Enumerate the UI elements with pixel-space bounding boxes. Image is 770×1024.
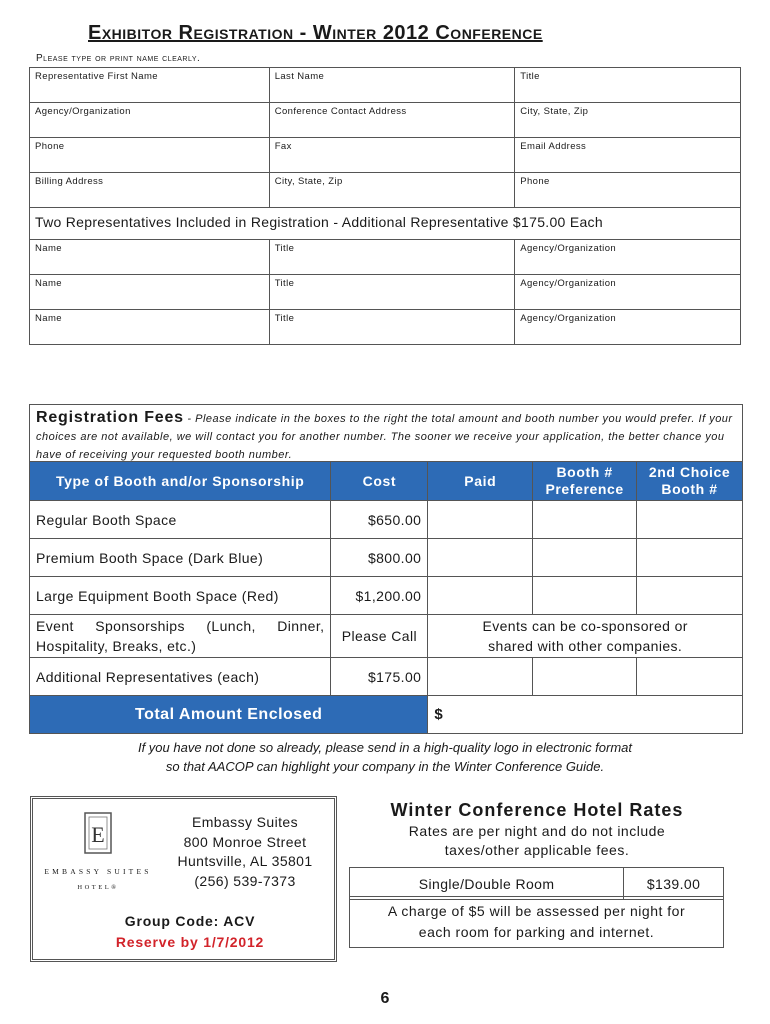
table-row: [30, 577, 743, 615]
rep-title-field[interactable]: Title: [269, 275, 515, 310]
logo-note-line: so that AACOP can highlight your company in the Winter Conference Guide.: [165, 759, 605, 774]
embassy-suites-logo: [38, 812, 158, 891]
paid-field[interactable]: [428, 577, 533, 615]
billing-phone-field[interactable]: Phone: [515, 173, 741, 208]
group-code-block: [60, 911, 320, 953]
city-state-zip-field[interactable]: City, State, Zip: [515, 103, 741, 138]
registration-fees-header: [29, 404, 743, 461]
table-row: [30, 208, 741, 240]
hotel-rates-title: Winter Conference Hotel Rates: [390, 800, 684, 820]
booth-preference-field[interactable]: [533, 577, 637, 615]
booth-type: Additional Representatives (each): [30, 658, 331, 696]
logo-note: [0, 738, 770, 776]
table-row: [30, 138, 741, 173]
email-field[interactable]: Email Address: [515, 138, 741, 173]
parking-note: [349, 896, 724, 948]
first-name-field[interactable]: Representative First Name: [30, 68, 270, 103]
group-code: Group Code: ACV: [124, 913, 256, 929]
hotel-address: [160, 813, 330, 891]
table-row: [30, 173, 741, 208]
reserve-by-date: Reserve by 1/7/2012: [115, 934, 265, 950]
room-type: Single/Double Room: [350, 868, 624, 900]
table-row: [30, 275, 741, 310]
total-row: [30, 696, 743, 734]
booth-type: Large Equipment Booth Space (Red): [30, 577, 331, 615]
table-row: [30, 240, 741, 275]
column-header: Paid: [428, 462, 533, 501]
table-row: [350, 868, 724, 900]
hotel-street: 800 Monroe Street: [183, 833, 307, 850]
room-rate: $139.00: [624, 868, 724, 900]
phone-field[interactable]: Phone: [30, 138, 270, 173]
table-row: [30, 310, 741, 345]
second-choice-field[interactable]: [637, 539, 743, 577]
table-row: [30, 539, 743, 577]
total-label: Total Amount Enclosed: [30, 696, 428, 734]
parking-note-line: A charge of $5 will be assessed per night for: [387, 903, 686, 919]
sponsorship-note: Events can be co-sponsored or shared with other companies.: [428, 615, 743, 658]
contact-info-table: [29, 67, 741, 345]
table-header-row: [30, 462, 743, 501]
paid-field[interactable]: [428, 658, 533, 696]
column-header: 2nd Choice Booth #: [637, 462, 743, 501]
booth-cost: $800.00: [331, 539, 428, 577]
rep-name-field[interactable]: Name: [30, 275, 270, 310]
rep-name-field[interactable]: Name: [30, 310, 270, 345]
booth-type: Premium Booth Space (Dark Blue): [30, 539, 331, 577]
hotel-city: Huntsville, AL 35801: [177, 853, 313, 869]
rates-note-line: taxes/other applicable fees.: [444, 842, 630, 858]
hotel-name: Embassy Suites: [192, 814, 298, 830]
table-row: [30, 615, 743, 658]
agency-field[interactable]: Agency/Organization: [30, 103, 270, 138]
representatives-heading: Two Representatives Included in Registration - Additional Representative $175.00 Each: [30, 208, 741, 240]
column-header: Type of Booth and/or Sponsorship: [30, 462, 331, 501]
svg-text:E: E: [91, 822, 105, 847]
rates-note-line: Rates are per night and do not include: [408, 823, 666, 839]
title-field[interactable]: Title: [515, 68, 741, 103]
booth-cost: $650.00: [331, 501, 428, 539]
fees-dash: -: [183, 413, 196, 425]
table-row: [30, 501, 743, 539]
table-row: [30, 103, 741, 138]
logo-subtext: HOTEL®: [77, 884, 119, 891]
rep-agency-field[interactable]: Agency/Organization: [515, 275, 741, 310]
page-title: Exhibitor Registration - Winter 2012 Conference: [88, 22, 543, 44]
registration-fees-title: Registration Fees: [36, 409, 184, 426]
second-choice-field[interactable]: [637, 658, 743, 696]
logo-wordmark: EMBASSY SUITES: [44, 867, 152, 876]
hotel-phone: (256) 539-7373: [194, 872, 296, 889]
second-choice-field[interactable]: [637, 577, 743, 615]
rep-title-field[interactable]: Title: [269, 240, 515, 275]
fees-instructions: Please indicate in the boxes to the right the total amount and booth number you would prefer. If your choices are not available, we will contact you for another number. The sooner we receive your application, the better chance you have of receiving your requested booth number.: [36, 413, 733, 461]
booth-preference-field[interactable]: [533, 658, 637, 696]
parking-note-line: each room for parking and internet.: [418, 924, 655, 940]
rep-title-field[interactable]: Title: [269, 310, 515, 345]
rep-name-field[interactable]: Name: [30, 240, 270, 275]
hotel-rates-note: [349, 822, 725, 860]
rep-agency-field[interactable]: Agency/Organization: [515, 310, 741, 345]
column-header: Booth # Preference: [533, 462, 637, 501]
registration-fees-table: [29, 461, 743, 734]
booth-cost: $1,200.00: [331, 577, 428, 615]
column-header: Cost: [331, 462, 428, 501]
page-number: 6: [380, 990, 390, 1007]
booth-preference-field[interactable]: [533, 501, 637, 539]
form-instruction: Please type or print name clearly.: [36, 53, 201, 64]
booth-preference-field[interactable]: [533, 539, 637, 577]
contact-address-field[interactable]: Conference Contact Address: [269, 103, 515, 138]
table-row: [30, 68, 741, 103]
sponsorship-type: Event Sponsorships (Lunch, Dinner, Hospitality, Breaks, etc.): [30, 615, 331, 658]
rep-agency-field[interactable]: Agency/Organization: [515, 240, 741, 275]
paid-field[interactable]: [428, 539, 533, 577]
logo-note-line: If you have not done so already, please send in a high-quality logo in electronic format: [137, 740, 633, 755]
booth-type: Regular Booth Space: [30, 501, 331, 539]
booth-cost: $175.00: [331, 658, 428, 696]
paid-field[interactable]: [428, 501, 533, 539]
last-name-field[interactable]: Last Name: [269, 68, 515, 103]
second-choice-field[interactable]: [637, 501, 743, 539]
billing-city-state-zip-field[interactable]: City, State, Zip: [269, 173, 515, 208]
sponsorship-cost: Please Call: [331, 615, 428, 658]
hotel-emblem-icon: [83, 812, 113, 854]
fax-field[interactable]: Fax: [269, 138, 515, 173]
table-row: [30, 658, 743, 696]
billing-address-field[interactable]: Billing Address: [30, 173, 270, 208]
total-amount-field[interactable]: $: [428, 696, 743, 734]
